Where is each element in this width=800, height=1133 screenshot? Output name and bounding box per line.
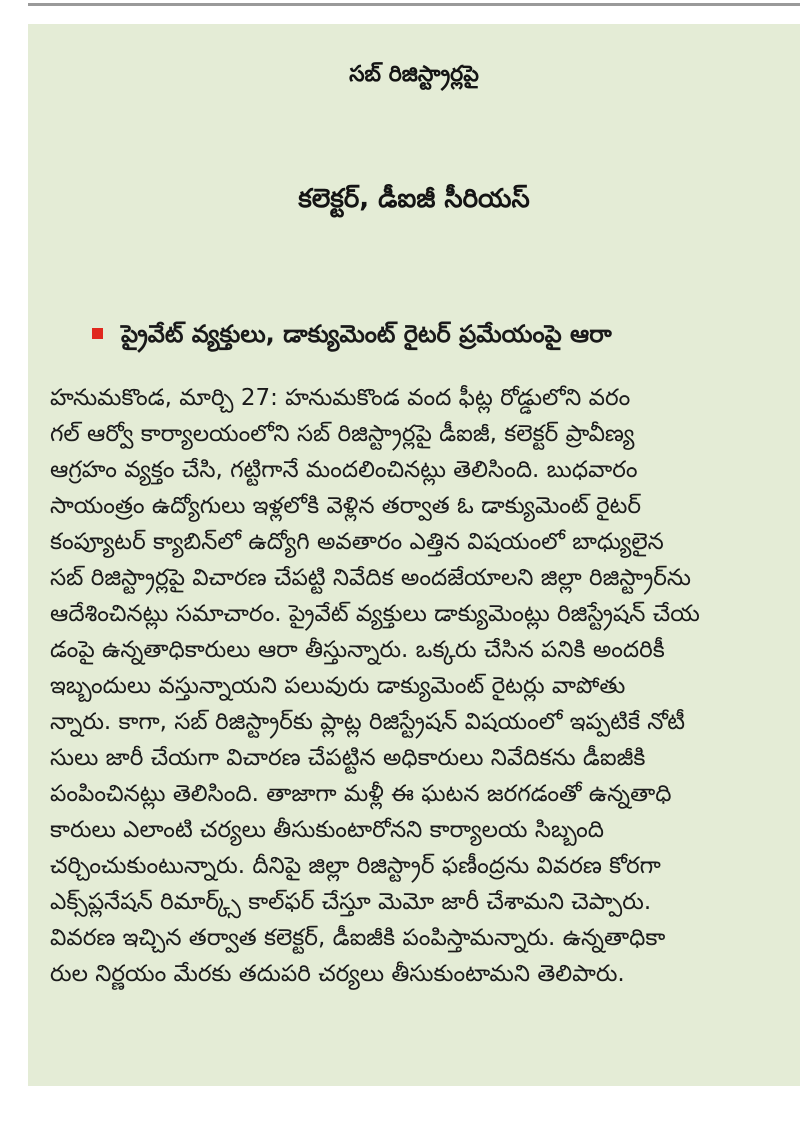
body-line: కారులు ఎలాంటి చర్యలు తీసుకుంటారోనని కార్యాలయ సిబ్బంది — [50, 817, 604, 843]
body-line: చర్చించుకుంటున్నారు. దీనిపై జిల్లా రిజిస్ట్రార్ ఫణీంద్రను వివరణ కోరగా — [50, 853, 661, 879]
body-line: సాయంత్రం ఉద్యోగులు ఇళ్లలోకి వెళ్లిన తర్వాత ఓ డాక్యుమెంట్ రైటర్ — [50, 493, 642, 519]
body-line: సబ్ రిజిస్ట్రార్లపై విచారణ చేపట్టి నివేదిక అందజేయాలని జిల్లా రిజిస్ట్రార్‌ను — [50, 565, 691, 591]
headline-line-2: కలెక్టర్, డీఐజీ సీరియస్ — [298, 184, 530, 214]
newspaper-clipping — [28, 24, 800, 1086]
body-line: న్నారు. కాగా, సబ్ రిజిస్ట్రార్‌కు ప్లాట్ల రిజిస్ట్రేషన్ విషయంలో ఇప్పటికే నోటీ — [50, 709, 686, 735]
body-line: ఇబ్బందులు వస్తున్నాయని పలువురు డాక్యుమెంట్ రైటర్లు వాపోతు — [50, 673, 626, 699]
body-line: ఎక్స్‌ప్లనేషన్ రిమార్క్స్ కాల్‌ఫర్ చేస్తూ మెమో జారీ చేశామని చెప్పారు. — [50, 889, 652, 915]
article-body — [50, 380, 782, 992]
top-divider-rule — [28, 3, 800, 6]
body-line: ఆదేశించినట్లు సమాచారం. ప్రైవేట్ వ్యక్తులు డాక్యుమెంట్లు రిజిస్ట్రేషన్ చేయ — [50, 601, 700, 627]
subheadline — [92, 320, 780, 354]
body-line: డంపై ఉన్నతాధికారులు ఆరా తీస్తున్నారు. ఒక్కరు చేసిన పనికి అందరికీ — [50, 637, 665, 663]
body-line: గల్ ఆర్వో కార్యాలయంలోని సబ్ రిజిస్ట్రార్లపై డీఐజీ, కలెక్టర్ ప్రావీణ్య — [50, 421, 635, 447]
body-line: కంప్యూటర్ క్యాబిన్‌లో ఉద్యోగి అవతారం ఎత్తిన విషయంలో బాధ్యులైన — [50, 529, 664, 555]
body-line: సులు జారీ చేయగా విచారణ చేపట్టిన అధికారులు నివేదికను డీఐజీకి — [50, 745, 646, 771]
body-line: ఆగ్రహం వ్యక్తం చేసి, గట్టిగానే మందలించినట్లు తెలిసింది. బుధవారం — [50, 457, 638, 483]
subheadline-text: ప్రైవేట్ వ్యక్తులు, డాక్యుమెంట్ రైటర్ ప్రమేయంపై ఆరా — [121, 320, 612, 348]
body-line: హనుమకొండ, మార్చి 27: హనుమకొండ వంద ఫీట్ల రోడ్డులోని వరం — [50, 385, 631, 411]
body-line: రుల నిర్ణయం మేరకు తదుపరి చర్యలు తీసుకుంటామని తెలిపారు. — [50, 961, 625, 987]
red-square-bullet-icon — [92, 328, 103, 339]
headline-line-1: సబ్ రిజిస్ట్రార్లపై — [349, 62, 479, 87]
body-line: వివరణ ఇచ్చిన తర్వాత కలెక్టర్, డీఐజీకి పంపిస్తామన్నారు. ఉన్నతాధికా — [50, 925, 666, 951]
body-line: పంపించినట్లు తెలిసింది. తాజాగా మళ్లీ ఈ ఘటన జరగడంతో ఉన్నతాధి — [50, 781, 672, 807]
